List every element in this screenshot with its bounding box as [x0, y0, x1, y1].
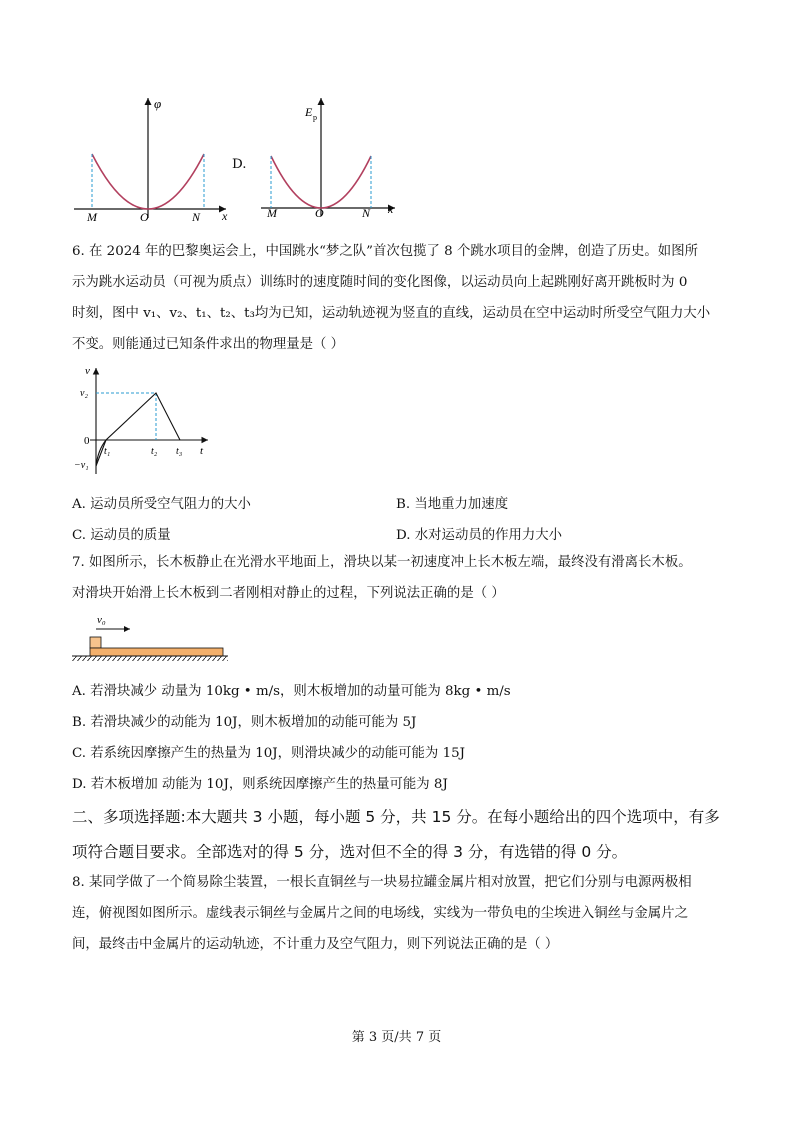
label-o: O	[140, 210, 149, 224]
section2-line-1: 二、多项选择题:本大题共 3 小题，每小题 5 分，共 15 分。在每小题给出的四个选项中，有多	[72, 808, 720, 826]
q7-option-a: A. 若滑块减少 动量为 10kg • m/s，则木板增加的动量可能为 8kg • m/s	[72, 684, 511, 699]
t1-label: t₁	[104, 446, 111, 457]
label-m: M	[267, 206, 277, 220]
velocity-time-graph	[72, 362, 222, 477]
q6-line-1: 6. 在 2024 年的巴黎奥运会上，中国跳水“梦之队”首次包揽了 8 个跳水项目的金牌，创造了历史。如图所	[72, 244, 698, 259]
q7-option-c: C. 若系统因摩擦产生的热量为 10J，则滑块减少的动能可能为 15J	[72, 746, 465, 761]
label-n: N	[362, 206, 371, 220]
ep-axis-label: E	[305, 105, 313, 119]
ground-hatch	[72, 656, 228, 661]
q6-line-2: 示为跳水运动员（可视为质点）训练时的速度随时间的变化图像，以运动员向上起跳刚好离开跳板时为 0	[72, 275, 688, 290]
q7-option-d: D. 若木板增加 动能为 10J，则系统因摩擦产生的热量可能为 8J	[72, 777, 448, 792]
q6-option-b: B. 当地重力加速度	[396, 497, 509, 512]
slider-block	[90, 637, 101, 648]
q7-option-b: B. 若滑块减少的动能为 10J，则木板增加的动能可能为 5J	[72, 715, 417, 730]
label-n: N	[192, 210, 201, 224]
q6-line-3: 时刻，图中 v₁、v₂、t₁、t₂、t₃均为已知，运动轨迹视为竖直的直线，运动员在空中运动时所受空气阻力大小	[72, 306, 711, 321]
label-o: O	[315, 206, 324, 220]
zero-label: 0	[84, 435, 90, 447]
q8-line-3: 间，最终击中金属片的运动轨迹，不计重力及空气阻力，则下列说法正确的是（ ）	[72, 937, 559, 952]
q7-line-2: 对滑块开始滑上长木板到二者刚相对静止的过程，下列说法正确的是（ ）	[72, 586, 505, 601]
ep-axis-subscript: p	[313, 113, 317, 122]
q6-line-4: 不变。则能通过已知条件求出的物理量是（ ）	[72, 337, 345, 352]
x-axis-label: x	[388, 202, 394, 216]
q6-option-d: D. 水对运动员的作用力大小	[396, 528, 563, 543]
label-m: M	[87, 210, 97, 224]
v2-label: v₂	[80, 388, 88, 399]
long-board	[90, 648, 223, 656]
page-footer: 第 3 页/共 7 页	[351, 1030, 442, 1045]
x-axis-label: x	[222, 209, 228, 223]
q8-line-2: 连，俯视图如图所示。虚线表示铜丝与金属片之间的电场线，实线为一带负电的尘埃进入铜丝与金属片之	[72, 906, 688, 921]
t3-label: t₃	[176, 446, 183, 457]
section2-line-2: 项符合题目要求。全部选对的得 5 分，选对但不全的得 3 分，有选错的得 0 分。	[72, 843, 628, 861]
t2-label: t₂	[151, 446, 158, 457]
option-d-label: D.	[232, 157, 247, 172]
t-axis-label: t	[200, 445, 204, 457]
board-block-figure	[70, 610, 230, 665]
q7-line-1: 7. 如图所示，长木板静止在光滑水平地面上，滑块以某一初速度冲上长木板左端，最终没有滑离长木板。	[72, 555, 692, 570]
ep-graph	[255, 92, 405, 224]
phi-axis-label: φ	[154, 96, 162, 111]
v0-label: v₀	[97, 614, 106, 626]
phi-graph	[70, 92, 240, 224]
v-axis-label: v	[85, 365, 90, 377]
q6-option-a: A. 运动员所受空气阻力的大小	[72, 497, 251, 512]
neg-v1-label: −v₁	[74, 460, 89, 471]
q6-option-c: C. 运动员的质量	[72, 528, 171, 543]
q8-line-1: 8. 某同学做了一个简易除尘装置，一根长直铜丝与一块易拉罐金属片相对放置，把它们分别与电源两极相	[72, 875, 692, 890]
